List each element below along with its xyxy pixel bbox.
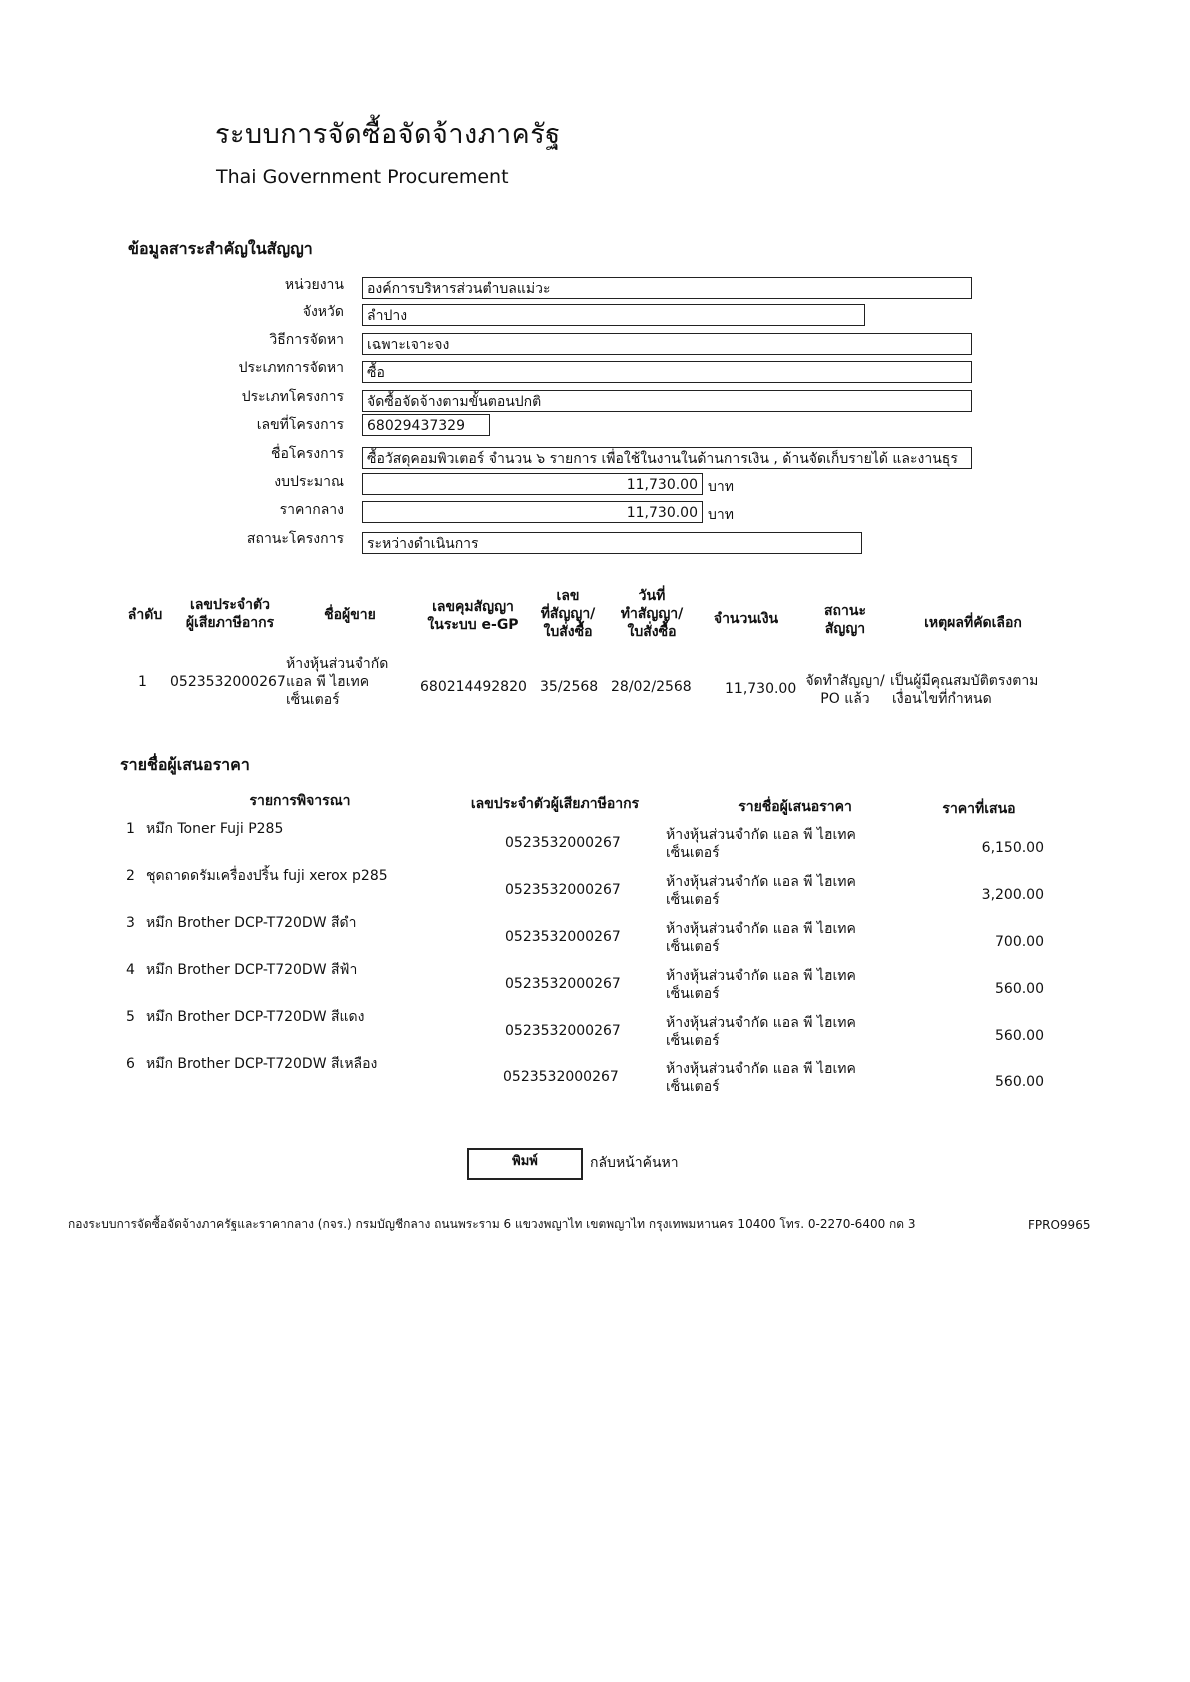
col-status-header: สถานะ สัญญา — [824, 603, 866, 637]
row-egp: 680214492820 — [420, 679, 527, 695]
footer-address: กองระบบการจัดซื้อจัดจ้างภาครัฐและราคากลาง (กจร.) กรมบัญชีกลาง ถนนพระราม 6 แขวงพญาไท เขตพญาไท กรุงเทพมหานคร 10400 โทร. 0-2270-6400 กด 3 — [68, 1217, 916, 1231]
col-reason-header: เหตุผลที่คัดเลือก — [924, 615, 1022, 631]
bidder-row-name: ห้างหุ้นส่วนจำกัด แอล พี ไฮเทค เซ็นเตอร์ — [666, 1015, 856, 1049]
bidder-row-item: ชุดถาดดรัมเครื่องปริ้น fuji xerox p285 — [146, 868, 388, 884]
row-amount: 11,730.00 — [725, 681, 797, 697]
col-egp-header: เลขคุมสัญญา ในระบบ e-GP — [427, 599, 519, 633]
bidder-row-taxid: 0523532000267 — [505, 929, 621, 945]
bidders-title: รายชื่อผู้เสนอราคา — [120, 755, 250, 774]
label-agency: หน่วยงาน — [284, 277, 344, 293]
bidder-row-taxid: 0523532000267 — [503, 1069, 619, 1085]
bidders-col-item-header: รายการพิจารณา — [249, 793, 351, 809]
bidder-row-item: หมึก Brother DCP-T720DW สีดำ — [146, 915, 357, 931]
col-contract-date-header: วันที่ ทำสัญญา/ ใบสั่งซื้อ — [620, 588, 684, 640]
row-reason: เป็นผู้มีคุณสมบัติตรงตาม เงื่อนไขที่กำหนด — [890, 673, 1039, 707]
label-procurement-type: ประเภทการจัดหา — [238, 360, 344, 376]
col-no-header: ลำดับ — [127, 607, 163, 623]
bidder-row-price: 560.00 — [995, 1028, 1044, 1044]
page-title-en: Thai Government Procurement — [216, 166, 509, 188]
bidders-col-bidder-header: รายชื่อผู้เสนอราคา — [738, 799, 852, 815]
bidder-row-no: 1 — [126, 821, 135, 837]
row-taxid: 0523532000267 — [170, 674, 286, 690]
bidder-row-taxid: 0523532000267 — [505, 976, 621, 992]
footer-code: FPRO9965 — [1028, 1218, 1091, 1232]
budget-unit: บาท — [708, 479, 734, 495]
bidder-row-no: 6 — [126, 1056, 135, 1072]
bidder-row-no: 2 — [126, 868, 135, 884]
col-amount-header: จำนวนเงิน — [713, 611, 779, 627]
label-project-name: ชื่อโครงการ — [270, 446, 344, 462]
bidder-row-price: 6,150.00 — [981, 840, 1044, 856]
bidder-row-price: 700.00 — [995, 934, 1044, 950]
label-budget: งบประมาณ — [274, 474, 344, 490]
field-budget: 11,730.00 — [362, 473, 703, 495]
bidder-row-no: 5 — [126, 1009, 135, 1025]
bidder-row-item: หมึก Brother DCP-T720DW สีแดง — [146, 1009, 365, 1025]
row-contract-no: 35/2568 — [540, 679, 599, 695]
field-project-no: 68029437329 — [362, 414, 490, 436]
row-status: จัดทำสัญญา/ PO แล้ว — [805, 673, 885, 707]
contract-info-title: ข้อมูลสาระสำคัญในสัญญา — [128, 239, 313, 258]
col-taxid-header: เลขประจำตัว ผู้เสียภาษีอากร — [185, 597, 275, 631]
row-no: 1 — [138, 674, 147, 690]
field-procurement-type: ซื้อ — [362, 361, 972, 383]
print-button[interactable]: พิมพ์ — [467, 1148, 583, 1180]
bidders-col-taxid-header: เลขประจำตัวผู้เสียภาษีอากร — [470, 796, 640, 812]
bidder-row-name: ห้างหุ้นส่วนจำกัด แอล พี ไฮเทค เซ็นเตอร์ — [666, 1061, 856, 1095]
label-province: จังหวัด — [302, 304, 344, 320]
row-contract-date: 28/02/2568 — [611, 679, 692, 695]
label-project-no: เลขที่โครงการ — [256, 417, 344, 433]
median-price-unit: บาท — [708, 507, 734, 523]
bidder-row-price: 3,200.00 — [981, 887, 1044, 903]
bidders-col-price-header: ราคาที่เสนอ — [942, 801, 1016, 817]
bidder-row-no: 3 — [126, 915, 135, 931]
field-project-type: จัดซื้อจัดจ้างตามขั้นตอนปกติ — [362, 390, 972, 412]
bidder-row-name: ห้างหุ้นส่วนจำกัด แอล พี ไฮเทค เซ็นเตอร์ — [666, 968, 856, 1002]
field-agency: องค์การบริหารส่วนตำบลแม่วะ — [362, 277, 972, 299]
col-vendor-header: ชื่อผู้ขาย — [324, 607, 376, 623]
bidder-row-item: หมึก Brother DCP-T720DW สีเหลือง — [146, 1056, 378, 1072]
bidder-row-name: ห้างหุ้นส่วนจำกัด แอล พี ไฮเทค เซ็นเตอร์ — [666, 874, 856, 908]
field-method: เฉพาะเจาะจง — [362, 333, 972, 355]
bidder-row-taxid: 0523532000267 — [505, 835, 621, 851]
bidder-row-price: 560.00 — [995, 981, 1044, 997]
label-project-type: ประเภทโครงการ — [241, 389, 344, 405]
back-to-search-link[interactable]: กลับหน้าค้นหา — [590, 1155, 679, 1171]
label-method: วิธีการจัดหา — [269, 332, 344, 348]
bidder-row-name: ห้างหุ้นส่วนจำกัด แอล พี ไฮเทค เซ็นเตอร์ — [666, 827, 856, 861]
field-project-name: ซื้อวัสดุคอมพิวเตอร์ จำนวน ๖ รายการ เพื่อใช้ในงานในด้านการเงิน , ด้านจัดเก็บรายได้ และงานธุร — [362, 447, 972, 469]
bidder-row-item: หมึก Brother DCP-T720DW สีฟ้า — [146, 962, 358, 978]
label-project-status: สถานะโครงการ — [246, 531, 344, 547]
bidder-row-no: 4 — [126, 962, 135, 978]
bidder-row-taxid: 0523532000267 — [505, 882, 621, 898]
col-contract-no-header: เลข ที่สัญญา/ ใบสั่งซื้อ — [540, 588, 596, 640]
bidder-row-name: ห้างหุ้นส่วนจำกัด แอล พี ไฮเทค เซ็นเตอร์ — [666, 921, 856, 955]
field-median-price: 11,730.00 — [362, 501, 703, 523]
bidder-row-item: หมึก Toner Fuji P285 — [146, 821, 284, 837]
page-title-th: ระบบการจัดซื้อจัดจ้างภาครัฐ — [215, 119, 561, 150]
field-project-status: ระหว่างดำเนินการ — [362, 532, 862, 554]
bidder-row-taxid: 0523532000267 — [505, 1023, 621, 1039]
field-province: ลำปาง — [362, 304, 865, 326]
label-median-price: ราคากลาง — [279, 502, 344, 518]
bidder-row-price: 560.00 — [995, 1074, 1044, 1090]
row-vendor: ห้างหุ้นส่วนจำกัด แอล พี ไฮเทค เซ็นเตอร์ — [286, 656, 389, 708]
